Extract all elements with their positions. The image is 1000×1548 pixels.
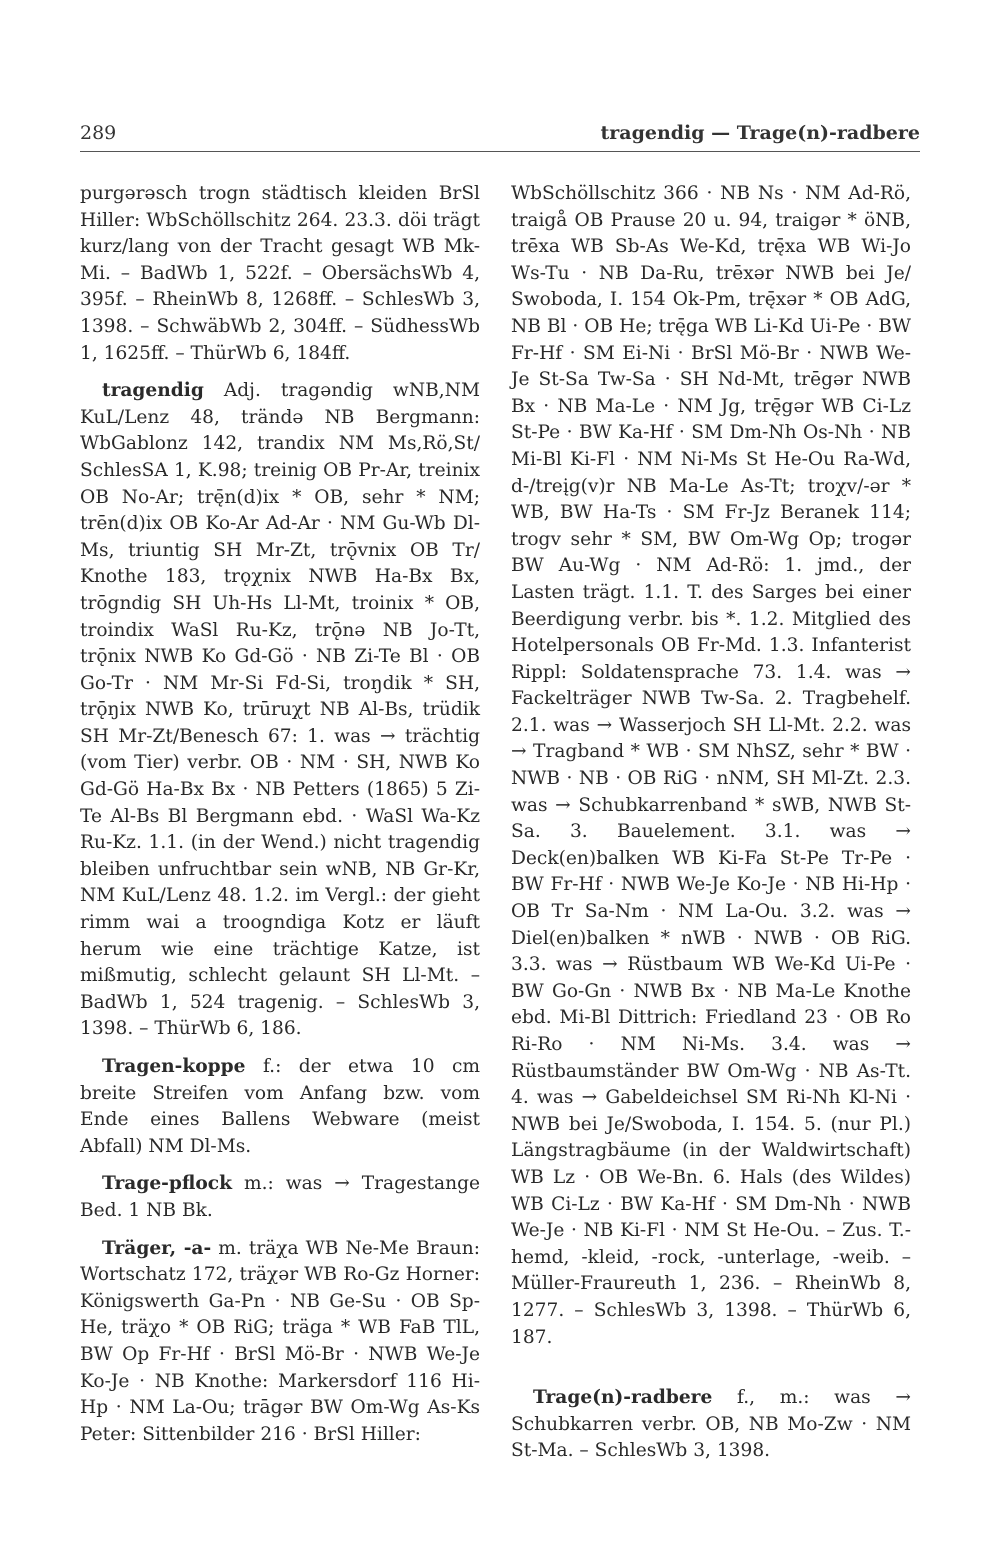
entry-text: purgərəsch trogn städtisch kleiden BrSl Hiller: WbSchöllschitz 264. 23.3. döi trägt kurz/lang von der Tracht gesagt WB Mk-Mi. – BadWb 1, 522f. – ObersächsWb 4, 395f. – RheinWb 8, 1268ff. – SchlesWb 3, 1398. – SchwäbWb 2, 304ff. – SüdhessWb 1, 1625ff. – ThürWb 6, 184ff. [80,183,480,364]
entry-text: f.: der etwa 10 cm breite Streifen vom Anfang bzw. vom Ende eines Ballens Webware (meist Abfall) NM Dl-Ms. [80,1056,480,1157]
entry-continuation [80,181,480,367]
entry-tragendig [80,378,480,1043]
page-number: 289 [80,122,117,144]
entry-lemma: Trage-pflock [102,1173,233,1195]
entry-traeger-continuation [511,181,911,1351]
entry-text: m. träχa WB Ne-Me Braun: Wortschatz 172, träχər WB Ro-Gz Horner: Königswerth Ga-Pn · NB Ge-Su · OB Sp-He, träχo * OB RiG; träga * WB FaB TlL, BW Op Fr-Hf · BrSl Mö-Br · NWB We-Je Ko-Je · NB Knothe: Markersdorf 116 Hi-Hp · NM La-Ou; trāgər BW Om-Wg As-Ks Peter: Sittenbilder 216 · BrSl Hiller: [80,1237,480,1445]
entry-tragen-koppe [80,1054,480,1160]
entry-text: m.: was → Tragestange Bed. 1 NB Bk. [80,1173,480,1221]
entry-text: f., m.: was → Schubkarren verbr. OB, NB Mo-Zw · NM St-Ma. – SchlesWb 3, 1398. [511,1387,911,1462]
entry-lemma: tragendig [102,380,204,402]
entry-text: WbSchöllschitz 366 · NB Ns · NM Ad-Rö, traigå OB Prause 20 u. 94, traigər * öNB, trēxa WB Sb-As We-Kd, trę̄xa WB Wi-Jo Ws-Tu · NB Da-Ru, trēxər NWB bei Je/ Swoboda, I. 154 Ok-Pm, trę̄xər * OB AdG, NB Bl · OB He; trę̄ga WB Li-Kd Ui-Pe · BW Fr-Hf · SM Ei-Ni · BrSl Mö-Br · NWB We-Je St-Sa Tw-Sa · SH Nd-Mt, trēgər NWB Bx · NB Ma-Le · NM Jg, trę̄gər WB Ci-Lz St-Pe · BW Ka-Hf · SM Dm-Nh Os-Nh · NB Mi-Bl Ki-Fl · NM Ni-Ms St He-Ou Ra-Wd, d-/treįg(v)r NB Ma-Le As-Tt; troχv/-ər * WB, BW Ha-Ts · SM Fr-Jz Beranek 114; trogv sehr * SM, BW Om-Wg Op; trogər BW Au-Wg · NM Ad-Rö: 1. jmd., der Lasten trägt. 1.1. T. des Sarges bei einer Beerdigung verbr. bis *. 1.2. Mitglied des Hotelpersonals OB Fr-Md. 1.3. Infanterist Rippl: Soldatensprache 73. 1.4. was → Fackelträger NWB Tw-Sa. 2. Tragbehelf. 2.1. was → Wasserjoch SH Ll-Mt. 2.2. was → Tragband * WB · SM NhSZ, sehr * BW · NWB · NB · OB RiG · nNM, SH Ml-Zt. 2.3. was → Schubkarrenband * sWB, NWB St-Sa. 3. Bauelement. 3.1. was → Deck(en)balken WB Ki-Fa St-Pe Tr-Pe · BW Fr-Hf · NWB We-Je Ko-Je · NB Hi-Hp · OB Tr Sa-Nm · NM La-Ou. 3.2. was → Diel(en)balken * nWB · NWB · OB RiG. 3.3. was → Rüstbaum WB We-Kd Ui-Pe · BW Go-Gn · NWB Bx · NB Ma-Le Knothe ebd. Mi-Bl Dittrich: Friedland 23 · OB Ro Ri-Ro · NM Ni-Ms. 3.4. was → Rüstbaumständer BW Om-Wg · NB As-Tt. 4. was → Gabeldeichsel SM Ri-Nh Kl-Ni · NWB bei Je/Swoboda, I. 154. 5. (nur Pl.) Längstragbäume (in der Waldwirtschaft) WB Lz · OB We-Bn. 6. Hals (des Wildes) WB Ci-Lz · BW Ka-Hf · SM Dm-Nh · NWB We-Je · NB Ki-Fl · NM St He-Ou. – Zus. T.-hemd, -kleid, -rock, -unterlage, -weib. – Müller-Fraureuth 1, 236. – RheinWb 8, 1277. – SchlesWb 3, 1398. – ThürWb 6, 187. [511,183,911,1348]
right-column [511,181,911,1465]
entry-text: Adj. tragəndig wNB,NM KuL/Lenz 48, trändə NB Bergmann: WbGablonz 142, trandix NM Ms,Rö,St/ SchlesSA 1, K.98; treinig OB Pr-Ar, treinix OB No-Ar; trę̄n(d)ix * OB, sehr * NM; trēn(d)ix OB Ko-Ar Ad-Ar · NM Gu-Wb Dl-Ms, triuntig SH Mr-Zt, trǭvnix OB Tr/ Knothe 183, trǫχnix NWB Ha-Bx Bx, trōgndig SH Uh-Hs Ll-Mt, troinix * OB, troindix WaSl Ru-Kz, trǭnə NB Jo-Tt, trǭnix NWB Ko Gd-Gö · NB Zi-Te Bl · OB Go-Tr · NM Mr-Si Fd-Si, troŋdik * SH, trǭŋix NWB Ko, trūruχt NB Al-Bs, trüdik SH Mr-Zt/Benesch 67: 1. was → trächtig (vom Tier) verbr. OB · NM · SH, NWB Ko Gd-Gö Ha-Bx Bx · NB Petters (1865) 5 Zi-Te Al-Bs Bl Bergmann ebd. · WaSl Wa-Kz Ru-Kz. 1.1. (in der Wend.) nicht tragendig bleiben unfruchtbar sein wNB, NB Gr-Kr, NM KuL/Lenz 48. 1.2. im Vergl.: der gieht rimm wai a troogndiga Kotz er läuft herum wie eine trächtige Katze, ist mißmutig, schlecht gelaunt SH Ll-Mt. – BadWb 1, 524 tragenig. – SchlesWb 3, 1398. – ThürWb 6, 186. [80,380,480,1040]
entry-lemma: Tragen-koppe [102,1056,246,1077]
entry-traeger [80,1236,480,1449]
page-header [80,122,920,152]
entry-trage-pflock [80,1171,480,1224]
running-head: tragendig — Trage(n)-radbere [600,122,920,144]
left-column [80,181,480,1448]
entry-trage-n-radbere [511,1385,911,1465]
entry-lemma: Trage(n)-radbere [533,1387,713,1409]
header-rule [80,151,920,152]
entry-lemma: Träger, -a- [102,1237,212,1259]
